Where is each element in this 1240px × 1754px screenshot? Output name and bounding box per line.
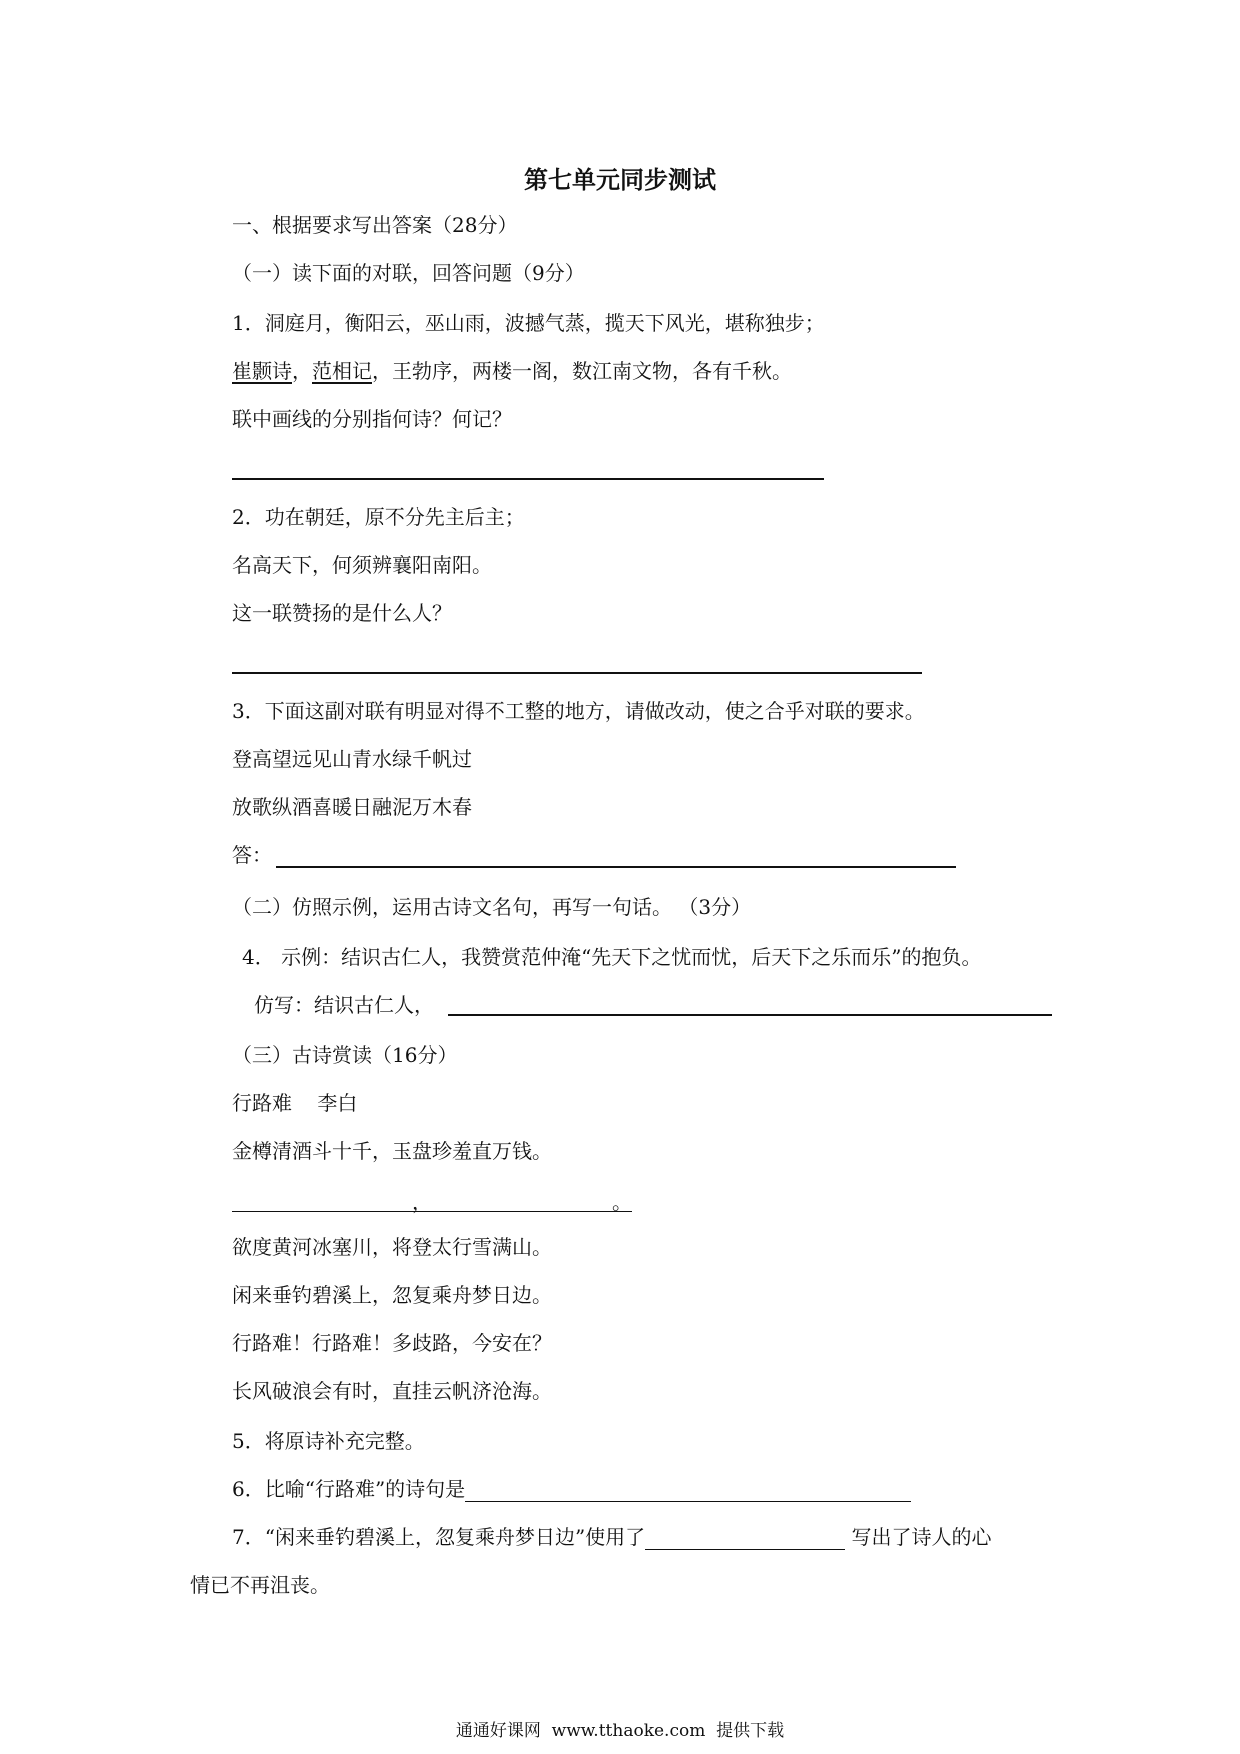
q4-example: 4． 示例：结识古仁人，我赞赏范仲淹“先天下之忧而忧，后天下之乐而乐”的抱负。 xyxy=(242,945,982,969)
q1-answer-line[interactable] xyxy=(232,478,824,480)
subsection-heading-1: （一）读下面的对联，回答问题（9分） xyxy=(232,261,585,285)
q6-answer-line[interactable] xyxy=(465,1479,911,1502)
poem-line-1: 金樽清酒斗十千，玉盘珍羞直万钱。 xyxy=(232,1139,552,1163)
q7-question-continued: 情已不再沮丧。 xyxy=(190,1573,330,1597)
q6-prompt: 6．比喻“行路难”的诗句是 xyxy=(232,1477,466,1501)
poem-line-6: 长风破浪会有时，直挂云帆济沧海。 xyxy=(232,1379,552,1403)
q1-underlined-poem: 崔颢诗 xyxy=(232,359,292,383)
poem-line-4: 闲来垂钓碧溪上，忽复乘舟梦日边。 xyxy=(232,1283,552,1307)
q2-answer-line[interactable] xyxy=(232,672,922,674)
q7-question xyxy=(232,1524,992,1550)
q6-question xyxy=(232,1476,911,1502)
q2-couplet-line2: 名高天下，何须辨襄阳南阳。 xyxy=(232,553,492,577)
poem-blank-period: 。 xyxy=(612,1190,632,1214)
poem-blank-comma: ， xyxy=(412,1190,432,1214)
poem-line-5: 行路难！行路难！多歧路，今安在？ xyxy=(232,1331,552,1355)
q3-answer-line[interactable] xyxy=(276,866,956,868)
q3-couplet-line2: 放歌纵酒喜暖日融泥万木春 xyxy=(232,795,472,819)
q1-couplet-line1: 1．洞庭月，衡阳云，巫山雨，波撼气蒸，揽天下风光，堪称独步； xyxy=(232,311,825,335)
q7-answer-line[interactable] xyxy=(645,1527,845,1550)
q1-underlined-record: 范相记 xyxy=(312,359,372,383)
q2-couplet-line1: 2．功在朝廷，原不分先主后主； xyxy=(232,505,525,529)
q1-separator: ， xyxy=(292,359,312,383)
subsection-heading-2: （二）仿照示例，运用古诗文名句，再写一句话。 （3分） xyxy=(232,895,752,919)
subsection-heading-3: （三）古诗赏读（16分） xyxy=(232,1043,458,1067)
q5-question: 5．将原诗补充完整。 xyxy=(232,1429,425,1453)
q4-answer-line[interactable] xyxy=(448,1014,1052,1016)
page-title: 第七单元同步测试 xyxy=(524,166,716,194)
page-footer: 通通好课网 www.tthaoke.com 提供下载 xyxy=(455,1721,785,1741)
q3-instruction: 3．下面这副对联有明显对得不工整的地方，请做改动，使之合乎对联的要求。 xyxy=(232,699,925,723)
q2-question: 这一联赞扬的是什么人？ xyxy=(232,601,452,625)
q3-answer-label: 答： xyxy=(232,843,272,867)
poem-blank-1[interactable] xyxy=(232,1189,412,1212)
poem-blank-line xyxy=(232,1186,632,1212)
q1-couplet-rest: ，王勃序，两楼一阁，数江南文物，各有千秋。 xyxy=(372,359,792,383)
section-heading-1: 一、根据要求写出答案（28分） xyxy=(232,213,518,237)
q7-prompt-tail: 写出了诗人的心 xyxy=(845,1525,992,1549)
q1-question: 联中画线的分别指何诗？何记？ xyxy=(232,407,512,431)
q3-couplet-line1: 登高望远见山青水绿千帆过 xyxy=(232,747,472,771)
poem-line-3: 欲度黄河冰塞川，将登太行雪满山。 xyxy=(232,1235,552,1259)
poem-blank-2[interactable] xyxy=(432,1189,612,1212)
poem-title-author: 行路难 李白 xyxy=(232,1091,358,1115)
q1-couplet-line2 xyxy=(232,358,792,384)
q4-imitate-label: 仿写：结识古仁人， xyxy=(254,993,434,1017)
q7-prompt: 7．“闲来垂钓碧溪上，忽复乘舟梦日边”使用了 xyxy=(232,1525,646,1549)
